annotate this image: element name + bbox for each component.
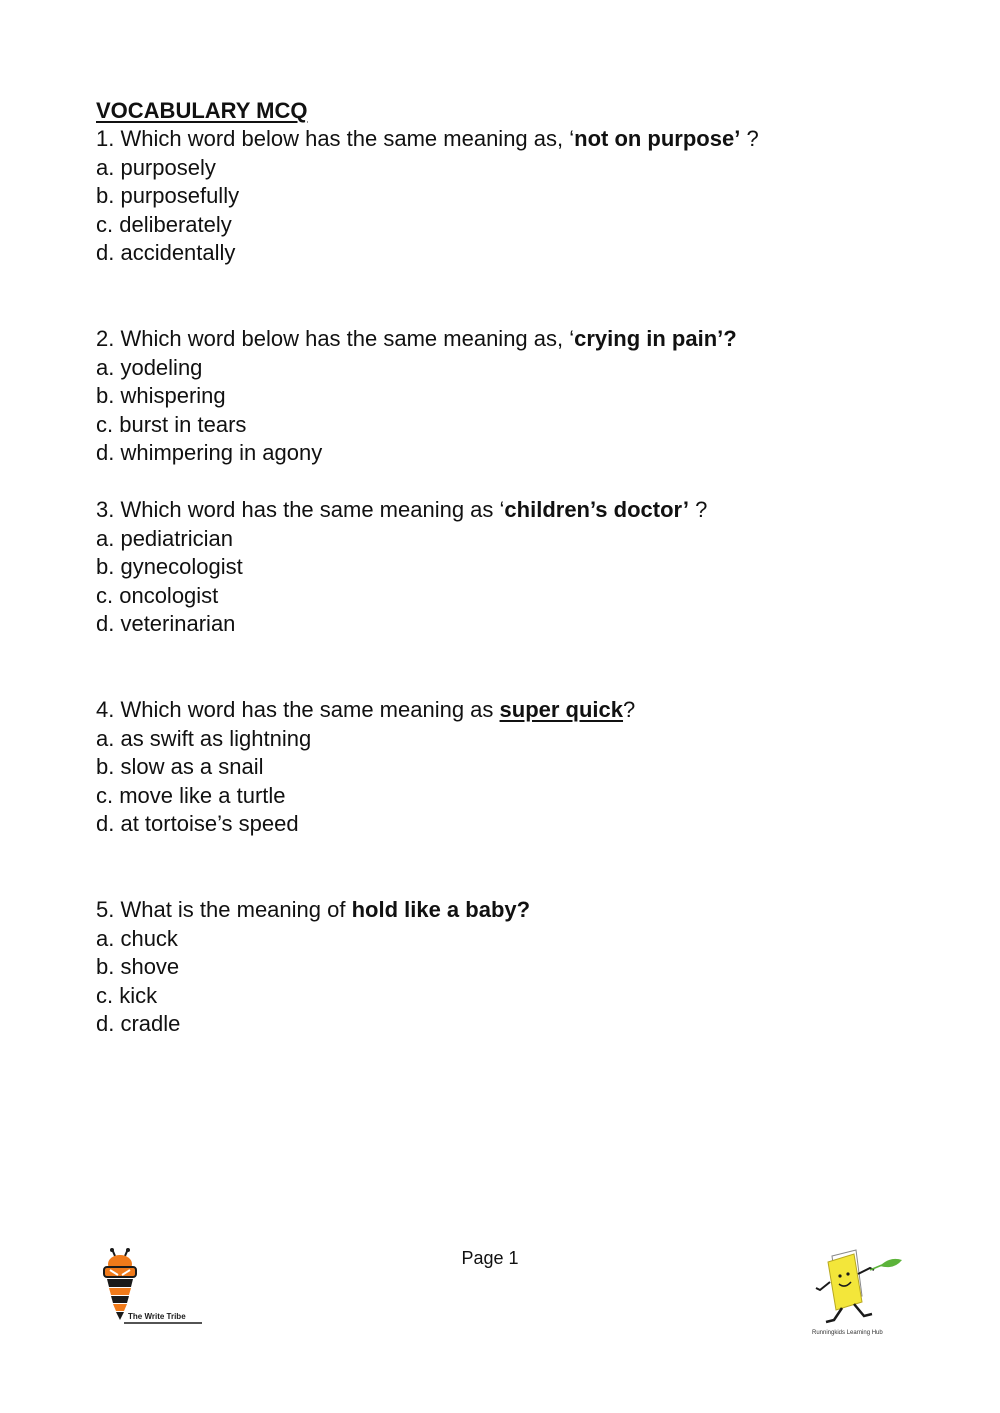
option-a[interactable]: a. purposely xyxy=(96,154,216,180)
question-text xyxy=(96,496,916,525)
option-d[interactable]: d. at tortoise’s speed xyxy=(96,811,299,837)
question-prefix: 3. Which word has the same meaning as ‘ xyxy=(96,497,505,522)
left-logo-text: The Write Tribe xyxy=(128,1312,186,1321)
question-key-phrase: super quick xyxy=(499,697,624,722)
question-suffix: ? xyxy=(689,497,708,522)
book-logo-icon xyxy=(810,1244,910,1344)
question-key-phrase: not on purpose’ xyxy=(574,126,741,151)
option-b[interactable]: b. purposefully xyxy=(96,183,240,209)
option-a[interactable]: a. pediatrician xyxy=(96,525,233,551)
option-c[interactable]: c. move like a turtle xyxy=(96,782,286,808)
question-prefix: 5. What is the meaning of xyxy=(96,897,352,922)
option-c[interactable]: c. deliberately xyxy=(96,211,232,237)
question-3 xyxy=(96,496,916,639)
option-a[interactable]: a. yodeling xyxy=(96,354,203,380)
bee-logo-icon xyxy=(98,1248,208,1328)
question-key-phrase: children’s doctor’ xyxy=(504,497,690,522)
question-prefix: 2. Which word below has the same meaning as, ‘ xyxy=(96,326,575,351)
option-c[interactable]: c. kick xyxy=(96,982,158,1008)
question-text xyxy=(96,696,916,725)
question-prefix: 4. Which word has the same meaning as xyxy=(96,697,500,722)
option-d[interactable]: d. accidentally xyxy=(96,240,236,266)
option-b[interactable]: b. slow as a snail xyxy=(96,754,264,780)
option-b[interactable]: b. whispering xyxy=(96,383,226,409)
page-number: Page 1 xyxy=(461,1248,519,1268)
option-c[interactable]: c. oncologist xyxy=(96,582,219,608)
option-a[interactable]: a. chuck xyxy=(96,925,178,951)
right-logo-text: Runningkids Learning Hub xyxy=(812,1330,883,1336)
option-c[interactable]: c. burst in tears xyxy=(96,411,247,437)
option-d[interactable]: d. veterinarian xyxy=(96,611,236,637)
question-key-phrase: crying in pain’? xyxy=(574,326,737,351)
question-suffix: ? xyxy=(623,697,636,722)
option-b[interactable]: b. gynecologist xyxy=(96,554,243,580)
question-prefix: 1. Which word below has the same meaning as, ‘ xyxy=(96,126,575,151)
page-title: VOCABULARY MCQ xyxy=(96,98,308,123)
option-d[interactable]: d. cradle xyxy=(96,1011,181,1037)
option-b[interactable]: b. shove xyxy=(96,954,180,980)
option-a[interactable]: a. as swift as lightning xyxy=(96,725,312,751)
question-suffix: ? xyxy=(740,126,759,151)
question-key-phrase: hold like a baby? xyxy=(351,897,531,922)
question-text xyxy=(96,325,916,354)
question-1 xyxy=(96,125,916,268)
question-text xyxy=(96,896,916,925)
question-5 xyxy=(96,896,916,1039)
question-2 xyxy=(96,325,916,468)
question-text xyxy=(96,125,916,154)
question-4 xyxy=(96,696,916,839)
option-d[interactable]: d. whimpering in agony xyxy=(96,440,323,466)
